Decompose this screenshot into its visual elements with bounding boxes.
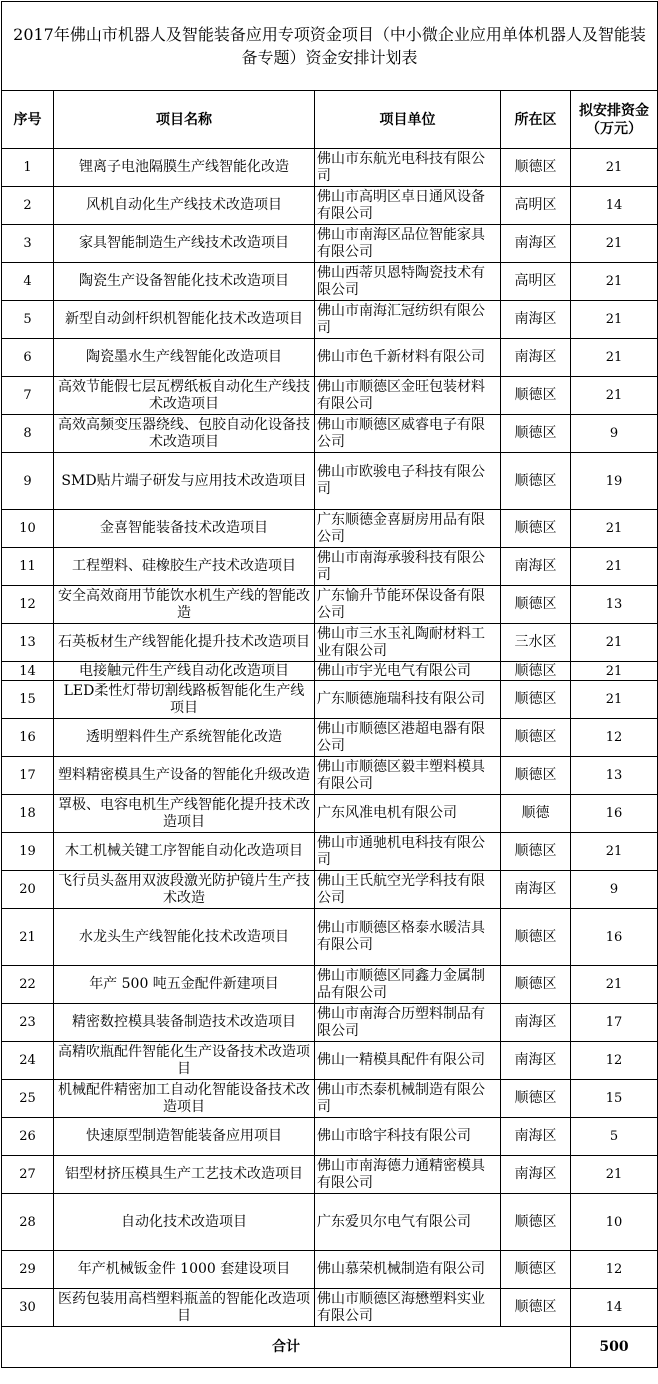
table-row [2,415,658,453]
row-project-unit: 佛山慕荣机械制造有限公司 [315,1251,501,1289]
funding-table [1,1,658,1368]
row-index: 25 [2,1080,54,1118]
row-district: 顺德区 [501,1080,571,1118]
row-amount: 21 [571,510,658,548]
row-district: 南海区 [501,548,571,586]
row-project-unit: 佛山市顺德区金旺包装材料有限公司 [315,377,501,415]
row-project-unit: 佛山市通驰机电科技有限公司 [315,833,501,871]
row-project-name: 水龙头生产线智能化技术改造项目 [54,909,315,966]
total-label: 合计 [2,1327,571,1368]
table-title: 2017年佛山市机器人及智能装备应用专项资金项目（中小微企业应用单体机器人及智能装备专题）资金安排计划表 [2,2,658,91]
row-project-name: 医药包装用高档塑料瓶盖的智能化改造项目 [54,1289,315,1327]
table-row [2,548,658,586]
row-index: 13 [2,624,54,662]
table-row [2,757,658,795]
row-district: 顺德区 [501,909,571,966]
row-district: 顺德区 [501,377,571,415]
row-index: 30 [2,1289,54,1327]
table-row [2,1156,658,1194]
row-project-unit: 佛山市南海承骏科技有限公司 [315,548,501,586]
table-row [2,187,658,225]
row-amount: 21 [571,833,658,871]
row-index: 19 [2,833,54,871]
row-project-name: 锂离子电池隔膜生产线智能化改造 [54,149,315,187]
row-project-unit: 广东顺德施瑞科技有限公司 [315,681,501,719]
row-amount: 21 [571,681,658,719]
table-row [2,833,658,871]
row-index: 29 [2,1251,54,1289]
row-project-unit: 佛山市南海合历塑料制品有限公司 [315,1004,501,1042]
row-project-unit: 佛山市三水玉礼陶耐材料工业有限公司 [315,624,501,662]
row-project-name: 铝型材挤压模具生产工艺技术改造项目 [54,1156,315,1194]
row-index: 17 [2,757,54,795]
row-project-unit: 佛山市晗宇科技有限公司 [315,1118,501,1156]
row-district: 顺德区 [501,966,571,1004]
table-row [2,966,658,1004]
row-project-name: 塑料精密模具生产设备的智能化升级改造 [54,757,315,795]
row-index: 24 [2,1042,54,1080]
row-index: 23 [2,1004,54,1042]
row-district: 南海区 [501,301,571,339]
row-project-unit: 佛山市顺德区格泰水暖洁具有限公司 [315,909,501,966]
row-district: 南海区 [501,1156,571,1194]
row-district: 顺德区 [501,1289,571,1327]
row-amount: 17 [571,1004,658,1042]
row-district: 南海区 [501,1118,571,1156]
row-district: 高明区 [501,187,571,225]
table-row [2,1118,658,1156]
row-index: 28 [2,1194,54,1251]
total-row [2,1327,658,1368]
row-project-unit: 佛山一精模具配件有限公司 [315,1042,501,1080]
row-amount: 21 [571,149,658,187]
row-amount: 21 [571,301,658,339]
row-amount: 21 [571,225,658,263]
row-project-name: SMD贴片端子研发与应用技术改造项目 [54,453,315,510]
row-index: 15 [2,681,54,719]
row-amount: 10 [571,1194,658,1251]
row-index: 20 [2,871,54,909]
row-district: 南海区 [501,339,571,377]
row-project-unit: 广东顺德金喜厨房用品有限公司 [315,510,501,548]
table-row [2,909,658,966]
row-index: 8 [2,415,54,453]
table-row [2,586,658,624]
row-amount: 21 [571,548,658,586]
row-amount: 9 [571,415,658,453]
table-row [2,510,658,548]
table-row [2,719,658,757]
row-index: 22 [2,966,54,1004]
table-row [2,871,658,909]
row-amount: 5 [571,1118,658,1156]
row-project-unit: 佛山市杰泰机械制造有限公司 [315,1080,501,1118]
table-row [2,453,658,510]
header-project-unit: 项目单位 [315,91,501,149]
row-amount: 21 [571,377,658,415]
row-project-name: 风机自动化生产线技术改造项目 [54,187,315,225]
row-amount: 19 [571,453,658,510]
row-project-name: 高精吹瓶配件智能化生产设备技术改造项目 [54,1042,315,1080]
row-amount: 21 [571,624,658,662]
row-index: 5 [2,301,54,339]
row-project-unit: 佛山市顺德区威睿电子有限公司 [315,415,501,453]
row-project-name: 透明塑料件生产系统智能化改造 [54,719,315,757]
row-index: 18 [2,795,54,833]
row-district: 顺德区 [501,453,571,510]
row-project-name: 罩极、电容电机生产线智能化提升技术改造项目 [54,795,315,833]
table-row [2,624,658,662]
row-district: 顺德区 [501,681,571,719]
row-project-name: 石英板材生产线智能化提升技术改造项目 [54,624,315,662]
row-amount: 12 [571,1251,658,1289]
table-row [2,1251,658,1289]
row-project-unit: 佛山市高明区卓日通风设备有限公司 [315,187,501,225]
row-project-name: 高效高频变压器绕线、包胶自动化设备技术改造项目 [54,415,315,453]
row-project-name: 自动化技术改造项目 [54,1194,315,1251]
row-district: 顺德区 [501,833,571,871]
row-project-name: 木工机械关键工序智能自动化改造项目 [54,833,315,871]
row-index: 12 [2,586,54,624]
row-district: 南海区 [501,871,571,909]
row-project-unit: 佛山市南海区品位智能家具有限公司 [315,225,501,263]
title-row [2,2,658,91]
row-index: 27 [2,1156,54,1194]
row-project-unit: 佛山市东航光电科技有限公司 [315,149,501,187]
row-index: 21 [2,909,54,966]
row-district: 顺德区 [501,1194,571,1251]
row-index: 4 [2,263,54,301]
row-district: 南海区 [501,1042,571,1080]
row-index: 2 [2,187,54,225]
row-amount: 21 [571,1156,658,1194]
header-row [2,91,658,149]
table-row [2,1194,658,1251]
row-index: 7 [2,377,54,415]
row-project-name: 高效节能假七层瓦楞纸板自动化生产线技术改造项目 [54,377,315,415]
row-project-name: 陶瓷生产设备智能化技术改造项目 [54,263,315,301]
row-amount: 15 [571,1080,658,1118]
table-row [2,301,658,339]
table-row [2,263,658,301]
row-district: 南海区 [501,225,571,263]
row-amount: 16 [571,795,658,833]
header-project-name: 项目名称 [54,91,315,149]
table-row [2,1289,658,1327]
row-index: 16 [2,719,54,757]
row-district: 三水区 [501,624,571,662]
row-district: 顺德区 [501,757,571,795]
row-amount: 21 [571,263,658,301]
row-district: 高明区 [501,263,571,301]
row-project-name: 工程塑料、硅橡胶生产技术改造项目 [54,548,315,586]
row-index: 14 [2,662,54,681]
row-project-name: 机械配件精密加工自动化智能设备技术改造项目 [54,1080,315,1118]
total-value: 500 [571,1327,658,1368]
row-project-unit: 佛山市南海德力通精密模具有限公司 [315,1156,501,1194]
row-project-name: 精密数控模具装备制造技术改造项目 [54,1004,315,1042]
header-amount: 拟安排资金（万元） [571,91,658,149]
row-index: 26 [2,1118,54,1156]
row-index: 6 [2,339,54,377]
row-project-unit: 佛山西蒂贝恩特陶瓷技术有限公司 [315,263,501,301]
table-row [2,681,658,719]
row-project-unit: 佛山市宇光电气有限公司 [315,662,501,681]
row-project-unit: 佛山市顺德区港超电器有限公司 [315,719,501,757]
row-index: 10 [2,510,54,548]
row-amount: 21 [571,662,658,681]
row-index: 3 [2,225,54,263]
row-amount: 12 [571,1042,658,1080]
row-project-name: 电接触元件生产线自动化改造项目 [54,662,315,681]
row-project-unit: 佛山市顺德区海懋塑料实业有限公司 [315,1289,501,1327]
header-district: 所在区 [501,91,571,149]
row-project-unit: 佛山市南海汇冠纺织有限公司 [315,301,501,339]
row-project-unit: 广东愉升节能环保设备有限公司 [315,586,501,624]
row-amount: 21 [571,339,658,377]
table-row [2,1080,658,1118]
row-project-name: LED柔性灯带切割线路板智能化生产线项目 [54,681,315,719]
row-district: 顺德区 [501,1251,571,1289]
row-project-unit: 佛山市顺德区同鑫力金属制品有限公司 [315,966,501,1004]
row-project-unit: 佛山王氏航空光学科技有限公司 [315,871,501,909]
row-amount: 13 [571,586,658,624]
row-project-name: 家具智能制造生产线技术改造项目 [54,225,315,263]
table-row [2,662,658,681]
row-district: 顺德区 [501,586,571,624]
row-index: 1 [2,149,54,187]
row-project-name: 金喜智能装备技术改造项目 [54,510,315,548]
row-project-name: 年产 500 吨五金配件新建项目 [54,966,315,1004]
row-district: 顺德区 [501,510,571,548]
row-district: 顺德区 [501,662,571,681]
row-district: 南海区 [501,1004,571,1042]
row-project-unit: 广东风准电机有限公司 [315,795,501,833]
row-district: 顺德区 [501,415,571,453]
row-project-name: 快速原型制造智能装备应用项目 [54,1118,315,1156]
row-project-unit: 佛山市顺德区毅丰塑料模具有限公司 [315,757,501,795]
table-row [2,795,658,833]
row-index: 11 [2,548,54,586]
row-project-unit: 广东爱贝尔电气有限公司 [315,1194,501,1251]
row-project-name: 飞行员头盔用双波段激光防护镜片生产技术改造 [54,871,315,909]
row-amount: 13 [571,757,658,795]
row-amount: 9 [571,871,658,909]
row-amount: 14 [571,187,658,225]
table-row [2,149,658,187]
table-row [2,377,658,415]
row-amount: 12 [571,719,658,757]
table-row [2,225,658,263]
row-project-name: 安全高效商用节能饮水机生产线的智能改造 [54,586,315,624]
row-amount: 14 [571,1289,658,1327]
table-row [2,1042,658,1080]
header-index: 序号 [2,91,54,149]
table-row [2,1004,658,1042]
row-index: 9 [2,453,54,510]
row-amount: 21 [571,966,658,1004]
row-district: 顺德区 [501,149,571,187]
table-row [2,339,658,377]
row-project-unit: 佛山市欧骏电子科技有限公司 [315,453,501,510]
row-project-unit: 佛山市色千新材料有限公司 [315,339,501,377]
row-district: 顺德区 [501,719,571,757]
row-district: 顺德 [501,795,571,833]
row-project-name: 新型自动剑杆织机智能化技术改造项目 [54,301,315,339]
row-amount: 16 [571,909,658,966]
row-project-name: 年产机械钣金件 1000 套建设项目 [54,1251,315,1289]
row-project-name: 陶瓷墨水生产线智能化改造项目 [54,339,315,377]
